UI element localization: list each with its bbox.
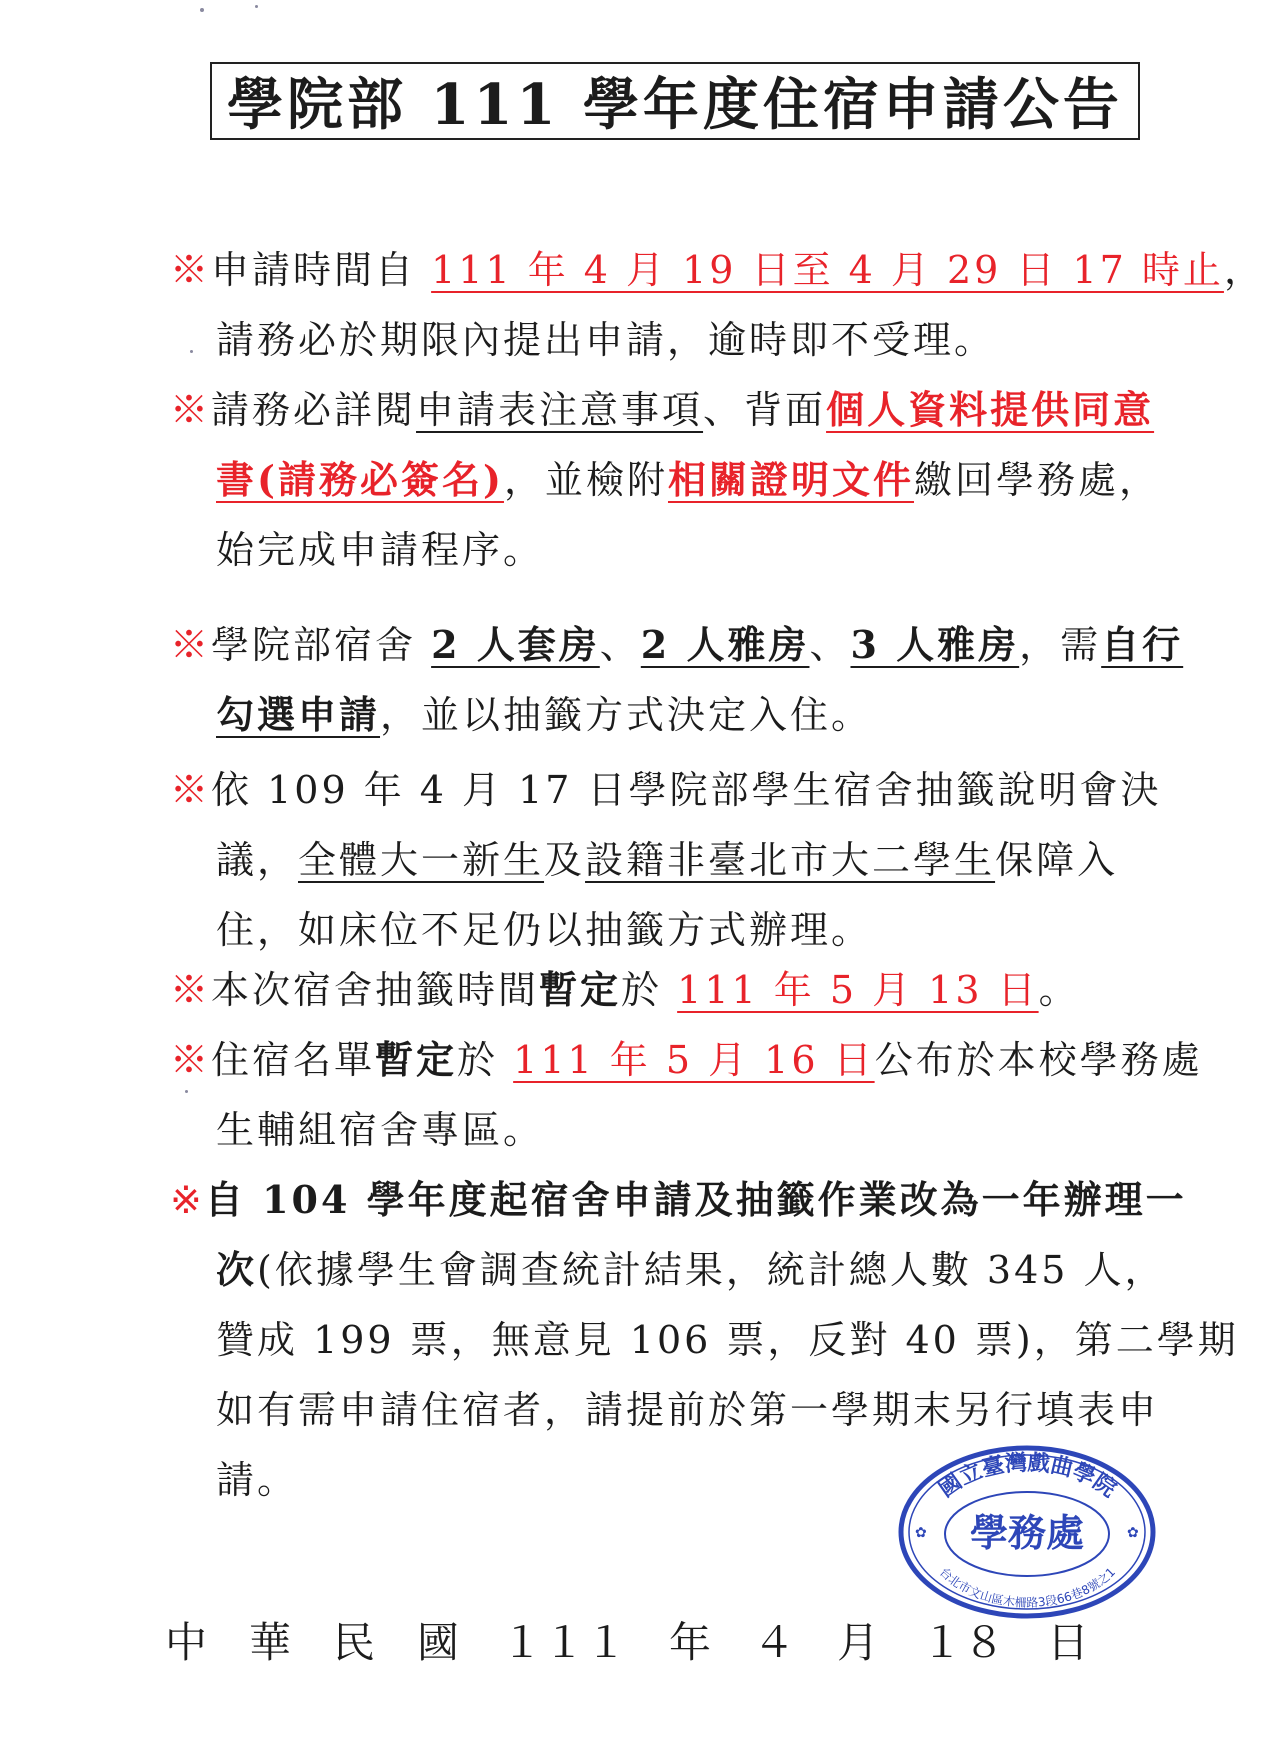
reference-mark-icon: ※ [170, 388, 212, 432]
notice-text: 本次宿舍抽籤時間 [211, 968, 540, 1012]
notice-text: ，需 [1019, 623, 1102, 667]
reference-mark-icon: ※ [170, 1038, 212, 1082]
notice-item [170, 955, 1170, 1025]
svg-text:台北市文山區木柵路3段66巷8號之1: 台北市文山區木柵路3段66巷8號之1 [936, 1564, 1119, 1610]
notice-text: 全體大一新生 [298, 838, 545, 882]
notice-text: 繳回學務處， [914, 458, 1161, 502]
notice-item [170, 235, 1265, 375]
notice-line [170, 1235, 1170, 1305]
highlighted-text: 111 年 4 月 19 日至 4 月 29 日 17 時止 [431, 248, 1224, 292]
notice-text: 學院部宿舍 [211, 623, 432, 667]
notice-line [170, 680, 1170, 750]
notice-text: 自 104 學年度起宿舍申請及抽籤作業改為一年辦理一 [204, 1177, 1187, 1222]
notice-line [170, 1025, 1203, 1095]
notice-text: 3 人雅房 [850, 622, 1020, 667]
notice-line [170, 235, 1265, 305]
notice-text: 始完成申請程序。 [216, 528, 545, 572]
reference-mark-icon: ※ [170, 1178, 205, 1222]
notice-text: 暫定 [539, 967, 622, 1012]
notice-text: 住宿名單 [211, 1038, 376, 1082]
notice-text: 申請表注意事項 [416, 388, 704, 432]
notice-item [170, 755, 1170, 965]
scan-speck [185, 1090, 188, 1093]
notice-text: 、 [599, 623, 641, 667]
notice-text: 於 [621, 968, 678, 1012]
title-box [210, 62, 1140, 140]
notice-text: 請務必詳閱 [211, 388, 417, 432]
notice-item [170, 375, 1170, 585]
notice-line [170, 305, 1170, 375]
notice-text: 請務必於期限內提出申請，逾時即不受理。 [216, 318, 996, 362]
svg-text:✿: ✿ [915, 1525, 927, 1541]
notice-text: 保障入 [995, 838, 1119, 882]
notice-text: ， [1223, 248, 1265, 292]
notice-text: 自行 [1101, 622, 1184, 667]
notice-text: 於 [457, 1038, 514, 1082]
highlighted-text: 個人資料提供同意 [826, 387, 1155, 432]
notice-item [170, 1025, 1203, 1165]
svg-text:✿: ✿ [1127, 1525, 1139, 1541]
highlighted-text: 111 年 5 月 16 日 [513, 1038, 875, 1082]
highlighted-text: 111 年 5 月 13 日 [677, 968, 1039, 1012]
notice-text: 議， [216, 838, 299, 882]
scan-speck [190, 350, 193, 353]
svg-text:國立臺灣戲曲學院: 國立臺灣戲曲學院 [933, 1449, 1122, 1503]
scan-speck [200, 8, 204, 12]
notice-text: 依 109 年 4 月 17 日學院部學生宿舍抽籤說明會決 [211, 768, 1162, 812]
notice-text: 、背面 [703, 388, 827, 432]
notice-line [170, 610, 1184, 680]
notice-text: ，並以抽籤方式決定入住。 [380, 693, 873, 737]
notice-text: 2 人套房 [431, 622, 600, 667]
reference-mark-icon: ※ [170, 768, 212, 812]
notice-text: 公布於本校學務處 [874, 1038, 1203, 1082]
notice-line [170, 825, 1170, 895]
notice-line [170, 375, 1170, 445]
notice-text: 生輔組宿舍專區。 [216, 1108, 545, 1152]
notice-line [170, 955, 1170, 1025]
reference-mark-icon: ※ [170, 248, 212, 292]
notice-text: 設籍非臺北市大二學生 [585, 838, 996, 882]
notice-line [170, 755, 1170, 825]
notice-text: 2 人雅房 [640, 622, 810, 667]
notice-text: 申請時間自 [211, 248, 432, 292]
issue-date: 中 華 民 國 １１１ 年 ４ 月 １８ 日 [165, 1618, 1090, 1667]
notice-text: 及 [544, 838, 586, 882]
notice-text: 如有需申請住宿者，請提前於第一學期末另行填表申 [216, 1388, 1160, 1432]
notice-text: 暫定 [375, 1037, 458, 1082]
notice-text: 。 [1038, 968, 1080, 1012]
notice-line [170, 515, 1170, 585]
reference-mark-icon: ※ [170, 623, 212, 667]
highlighted-text: 書(請務必簽名) [216, 457, 504, 502]
notice-text: 次 [216, 1247, 258, 1292]
notice-line [170, 1305, 1239, 1375]
notice-item [170, 610, 1184, 750]
notice-line [170, 1095, 1170, 1165]
notice-text: ，並檢附 [503, 458, 668, 502]
notice-text: 勾選申請 [216, 692, 381, 737]
notice-text: (依據學生會調查統計結果，統計總人數 345 人， [257, 1248, 1166, 1292]
scan-speck [255, 5, 258, 8]
svg-text:學務處: 學務處 [969, 1510, 1085, 1555]
notice-text: 請。 [216, 1458, 299, 1502]
notice-text: 贊成 199 票，無意見 106 票，反對 40 票)，第二學期 [216, 1318, 1239, 1362]
notice-line [170, 1375, 1170, 1445]
notice-line [170, 445, 1170, 515]
notice-text: 、 [809, 623, 851, 667]
page-title: 學院部 111 學年度住宿申請公告 [227, 72, 1123, 138]
reference-mark-icon: ※ [170, 968, 212, 1012]
notice-line [170, 1165, 1187, 1235]
highlighted-text: 相關證明文件 [667, 457, 914, 502]
notice-text: 住，如床位不足仍以抽籤方式辦理。 [216, 908, 873, 952]
office-seal [895, 1440, 1160, 1620]
